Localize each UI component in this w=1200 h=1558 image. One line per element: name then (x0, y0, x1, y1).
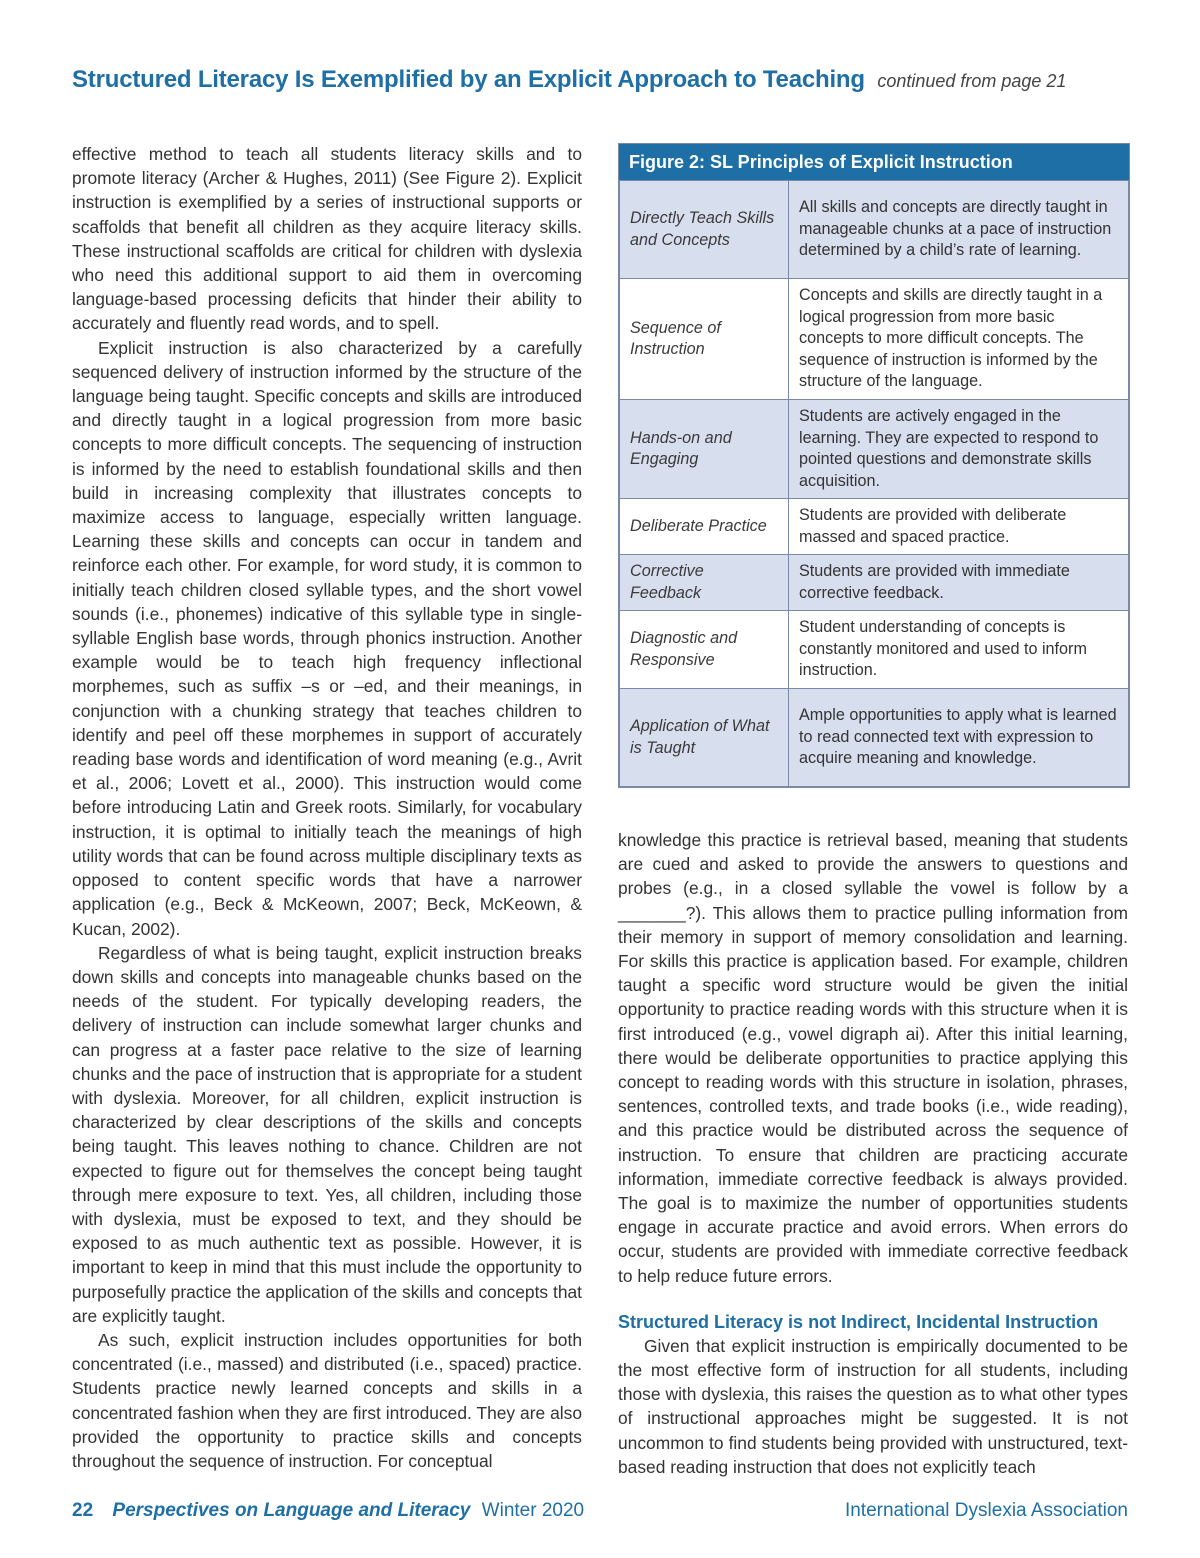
principle-description: Students are provided with immediate corrective feedback. (789, 555, 1129, 611)
left-column (72, 142, 582, 1473)
principle-description: Students are provided with deliberate massed and spaced practice. (789, 499, 1129, 555)
table-row (620, 611, 1129, 689)
body-paragraph: effective method to teach all students literacy skills and to promote literacy (Archer & Hughes, 2011) (See Figure 2). Explicit instruction is exemplified by a series of instructional supports or scaffolds that benefit all children as they acquire literacy skills. These instructional scaffolds are critical for children with dyslexia who need this additional support to aid them in overcoming language-based processing deficits that hinder their ability to accurately and fluently read words, and to spell. (72, 144, 582, 334)
principles-table (619, 180, 1129, 787)
organization-name: International Dyslexia Association (844, 1500, 1128, 1521)
principle-description: All skills and concepts are directly taught in manageable chunks at a pace of instruction determined by a child’s rate of learning. (789, 181, 1129, 279)
principle-label: Directly Teach Skills and Concepts (620, 181, 789, 279)
figure-2-table (618, 143, 1130, 788)
body-paragraph: Explicit instruction is also characterized by a carefully sequenced delivery of instruction informed by the structure of the language being taught. Specific concepts and skills are introduced and directly taught in a logical progression from more basic concepts to more difficult concepts. The sequencing of instruction is informed by the need to establish foundational skills and then build in increasing complexity that illustrates concepts to maximize access to language, especially written language. Learning these skills and concepts can occur in tandem and reinforce each other. For example, for word study, it is common to initially teach children closed syllable types, and the short vowel sounds (i.e., phonemes) indicative of this syllable type in single-syllable English base words, through phonics instruction. Another example would be to teach high frequency inflectional morphemes, such as suffix –s or –ed, and their meanings, in conjunction with a chunking strategy that teaches children to identify and peel off these morphemes in support of accurately reading base words and identification of word meaning (e.g., Avrit et al., 2006; Lovett et al., 2000). This instruction would come before introducing Latin and Greek roots. Similarly, for vocabulary instruction, it is optimal to initially teach the meanings of high utility words that can be found across multiple disciplinary texts as opposed to content specific words that have a narrower application (e.g., Beck & McKeown, 2007; Beck, McKeown, & Kucan, 2002). (72, 337, 582, 939)
body-paragraph: Regardless of what is being taught, explicit instruction breaks down skills and concepts into manageable chunks based on the needs of the student. For typically developing readers, the delivery of instruction can include somewhat larger chunks and can progress at a faster pace relative to the size of learning chunks and the pace of instruction that is appropriate for a student with dyslexia. Moreover, for all children, explicit instruction is characterized by clear descriptions of the skills and concepts being taught. This leaves nothing to chance. Children are not expected to figure out for themselves the concept being taught through mere exposure to text. Yes, all children, including those with dyslexia, must be exposed to text, and they should be exposed to as much authentic text as possible. However, it is important to keep in mind that this must include the opportunity to purposefully practice the application of the skills and concepts that are explicitly taught. (72, 942, 582, 1326)
principle-label: Corrective Feedback (620, 555, 789, 611)
page-number: 22 (72, 1500, 94, 1521)
page-footer (72, 1500, 1128, 1528)
body-paragraph: knowledge this practice is retrieval based, meaning that students are cued and asked to provide the answers to questions and probes (e.g., in a closed syllable the vowel is follow by a _______?). This allows them to practice pulling information from their memory in support of memory consolidation and learning. For skills this practice is application based. For example, children taught a specific word structure would be given the initial opportunity to practice reading words with this structure when it is first introduced (e.g., vowel digraph ai). After this initial learning, there would be deliberate opportunities to practice applying this concept to reading words with this structure in isolation, phrases, sentences, controlled texts, and trade books (i.e., wide reading), and this practice would be distributed across the sequence of instruction. To ensure that children are practicing accurate information, immediate corrective feedback is always provided. The goal is to maximize the number of opportunities students engage in accurate practice and avoid errors. When errors do occur, students are provided with immediate corrective feedback to help reduce future errors. (618, 830, 1128, 1286)
table-row (620, 279, 1129, 400)
magazine-name: Perspectives on Language and Literacy (112, 1500, 471, 1521)
principle-description: Students are actively engaged in the learning. They are expected to respond to pointed questions and demonstrate skills acquisition. (789, 400, 1129, 499)
table-row (620, 689, 1129, 787)
figure-title: Figure 2: SL Principles of Explicit Instruction (619, 144, 1129, 180)
principle-description: Concepts and skills are directly taught in a logical progression from more basic concepts to more difficult concepts. The sequence of instruction is informed by the structure of the language. (789, 279, 1129, 400)
table-row (620, 555, 1129, 611)
table-row (620, 499, 1129, 555)
article-title: Structured Literacy Is Exemplified by an Explicit Approach to Teaching (72, 66, 865, 93)
section-heading: Structured Literacy is not Indirect, Incidental Instruction (618, 1311, 1099, 1332)
principle-description: Student understanding of concepts is constantly monitored and used to inform instruction. (789, 611, 1129, 689)
principle-label: Hands-on and Engaging (620, 400, 789, 499)
principle-description: Ample opportunities to apply what is learned to read connected text with expression to acquire meaning and knowledge. (789, 689, 1129, 787)
body-paragraph: Given that explicit instruction is empirically documented to be the most effective form of instruction for all students, including those with dyslexia, this raises the question as to what other types of instructional approaches might be suggested. It is not uncommon to find students being provided with unstructured, text-based reading instruction that does not explicitly teach (618, 1335, 1128, 1477)
principle-label: Deliberate Practice (620, 499, 789, 555)
issue-label: Winter 2020 (481, 1500, 585, 1521)
table-row (620, 181, 1129, 279)
right-column (618, 828, 1128, 1479)
body-paragraph: As such, explicit instruction includes opportunities for both concentrated (i.e., massed) and distributed (i.e., spaced) practice. Students practice newly learned concepts and skills in a concentrated fashion when they are first introduced. They are also provided the opportunity to practice skills and concepts throughout the sequence of instruction. For conceptual (72, 1329, 582, 1471)
table-row (620, 400, 1129, 499)
page-header (72, 66, 1132, 94)
principle-label: Diagnostic and Responsive (620, 611, 789, 689)
continued-note: continued from page 21 (877, 71, 1067, 91)
principle-label: Application of What is Taught (620, 689, 789, 787)
principle-label: Sequence of Instruction (620, 279, 789, 400)
